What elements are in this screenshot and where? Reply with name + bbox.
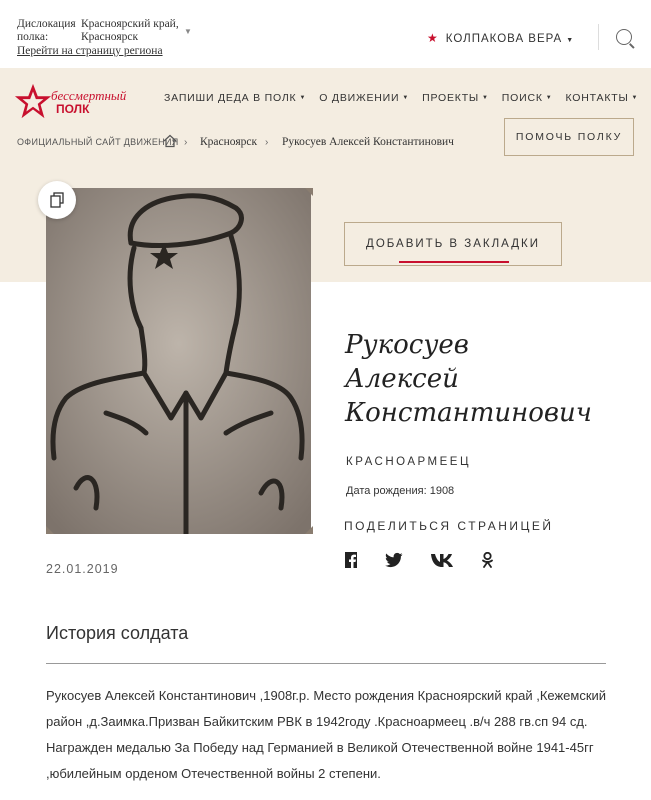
location-label: Дислокация полка: (17, 18, 76, 43)
soldier-rank: КРАСНОАРМЕЕЦ (346, 456, 471, 468)
chevron-down-icon: ▼ (482, 95, 489, 101)
search-icon[interactable] (616, 29, 632, 45)
birth-date: Дата рождения: 1908 (346, 485, 455, 497)
logo-line1: бессмертный (51, 88, 127, 103)
nav-label: ПРОЕКТЫ (422, 92, 480, 104)
twitter-icon[interactable] (385, 552, 403, 568)
divider (598, 24, 599, 50)
main-nav (164, 92, 638, 104)
nav-item-about[interactable] (319, 92, 409, 104)
story-text: Рукосуев Алексей Константинович ,1908г.р. Место рождения Красноярский край ,Кежемский район ,д.Заимка.Призван Байкитским РВК в 1942году .Красноармеец .в/ч 288 гв.сп 94 сд. Награжден медалью За Победу над Германией в Великой Отечественной войне 1941-45гг ,юбилейным орденом Отечественной войны 2 степени. (46, 688, 607, 781)
nav-item-record[interactable] (164, 92, 306, 104)
share-label: ПОДЕЛИТЬСЯ СТРАНИЦЕЙ (344, 519, 554, 533)
chevron-down-icon[interactable]: ▼ (184, 27, 192, 36)
soldier-photo[interactable] (46, 188, 311, 534)
vk-icon[interactable] (430, 552, 454, 568)
breadcrumb-official[interactable]: ОФИЦИАЛЬНЫЙ САЙТ ДВИЖЕНИЯ (17, 137, 179, 147)
nav-item-contacts[interactable] (566, 92, 639, 104)
chevron-right-icon: › (184, 137, 188, 148)
star-logo-icon (14, 82, 52, 120)
region-link[interactable]: Перейти на страницу региона (17, 45, 163, 57)
nav-item-search[interactable] (502, 92, 553, 104)
odnoklassniki-icon[interactable] (482, 552, 493, 568)
divider (46, 663, 606, 664)
star-icon: ★ (427, 31, 439, 45)
soldier-silhouette-image (46, 188, 311, 534)
breadcrumb-city[interactable]: Красноярск (200, 136, 258, 148)
bookmark-label: ДОБАВИТЬ В ЗАКЛАДКИ (366, 238, 540, 250)
breadcrumb-current: Рукосуев Алексей Константинович (282, 136, 454, 148)
home-icon[interactable] (163, 134, 177, 148)
button-underline (399, 261, 509, 263)
copy-icon[interactable] (38, 181, 76, 219)
soldier-firstname: Алексей (345, 364, 459, 394)
nav-label: ЗАПИШИ ДЕДА В ПОЛК (164, 92, 297, 104)
chevron-down-icon: ▼ (566, 37, 575, 44)
corner-mark (305, 526, 313, 534)
nav-label: ПОИСК (501, 92, 543, 104)
soldier-name (345, 328, 592, 430)
logo[interactable] (14, 82, 132, 122)
copy-glyph (50, 192, 64, 208)
publish-date: 22.01.2019 (46, 562, 119, 576)
nav-label: О ДВИЖЕНИИ (319, 92, 400, 104)
chevron-down-icon: ▼ (402, 95, 410, 101)
location-value[interactable]: Красноярский край, Красноярск (81, 18, 179, 43)
help-regiment-button[interactable]: ПОМОЧЬ ПОЛКУ (504, 118, 634, 156)
chevron-down-icon: ▼ (545, 95, 553, 101)
soldier-surname: Рукосуев (345, 330, 469, 360)
nav-label: КОНТАКТЫ (565, 92, 629, 104)
corner-mark (46, 526, 54, 534)
corner-mark (305, 188, 313, 196)
user-menu[interactable] (427, 31, 574, 45)
chevron-down-icon: ▼ (631, 95, 639, 101)
soldier-patronymic: Константинович (345, 398, 592, 428)
facebook-icon[interactable] (345, 552, 357, 568)
logo-line2: ПОЛК (56, 102, 90, 116)
user-name: КОЛПАКОВА ВЕРА (445, 33, 563, 45)
nav-item-projects[interactable] (422, 92, 489, 104)
add-bookmark-button[interactable] (344, 222, 562, 266)
chevron-right-icon: › (265, 137, 269, 148)
chevron-down-icon: ▼ (299, 95, 307, 101)
story-title: История солдата (46, 623, 189, 643)
top-bar (0, 0, 651, 69)
